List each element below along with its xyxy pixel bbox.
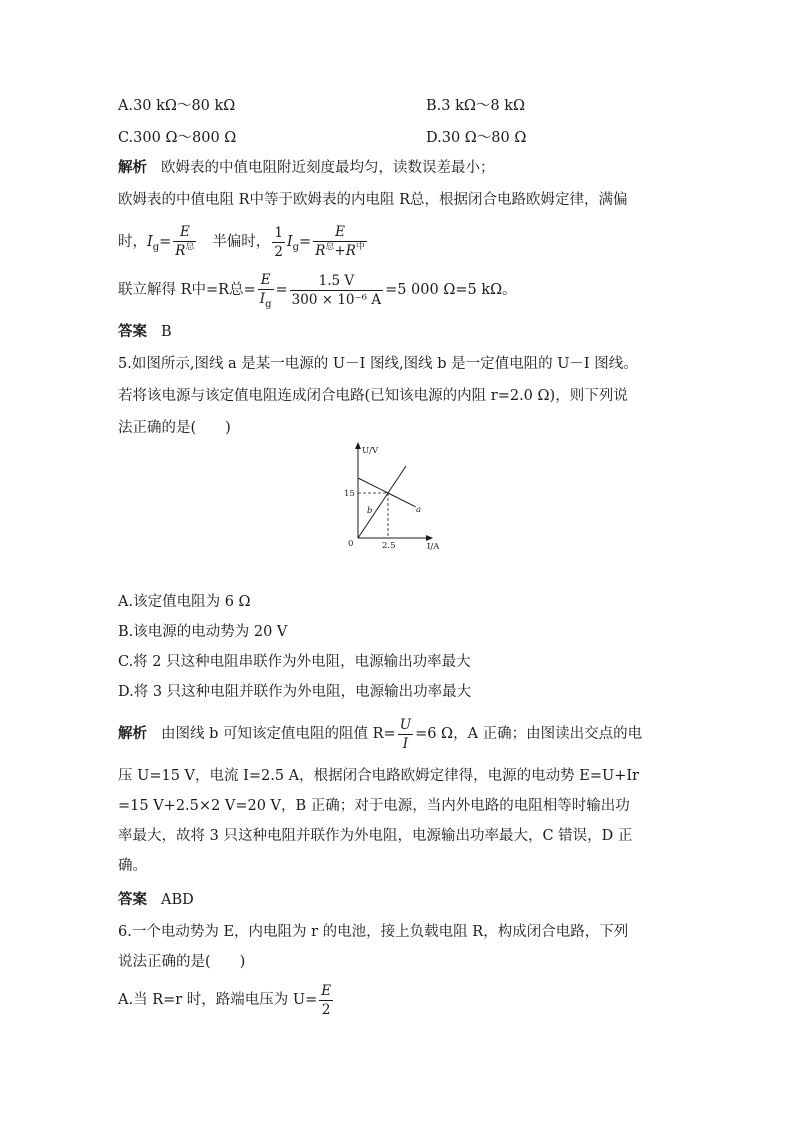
line-a-label: a [416, 505, 422, 515]
q5-answer: 答案 ABD [118, 892, 194, 908]
line-a [358, 478, 416, 507]
q4-analysis-line-2: 欧姆表的中值电阻 R中等于欧姆表的内电阻 R总，根据闭合电路欧姆定律，满偏 [118, 192, 628, 208]
fraction: $\frac{E}{I_g}$ [259, 271, 272, 310]
q4-analysis-line-4: 联立解得 R中=R总= $\frac{E}{I_g}$ = $\frac{1.5 V}{\text{300 × 10⁻⁶ A}}$ =5 000 Ω=5 kΩ。 [118, 271, 517, 310]
y-axis-label: U/V [362, 446, 379, 456]
analysis-label: 解析 [118, 160, 147, 176]
q5-option-b: B.该电源的电动势为 20 V [118, 624, 288, 640]
line-b-label: b [367, 506, 373, 516]
q5-analysis-line-1: 解析 由图线 b 可知该定值电阻的阻值 R= $\frac{U}{I}$ =6 Ω，A 正确；由图读出交点的电 [118, 716, 643, 752]
fraction: $\frac{E}{R^总+R^中}$ [315, 223, 365, 259]
q4-analysis-line-1: 解析 欧姆表的中值电阻附近刻度最均匀，读数误差最小； [118, 160, 495, 176]
q5-analysis-line-5: 确。 [118, 858, 147, 874]
q5-analysis-line-3: =15 V+2.5×2 V=20 V，B 正确；对于电源，当内外电路的电阻相等时输出功 [118, 798, 630, 814]
q6-option-a: A.当 R=r 时，路端电压为 U= $\frac{E}{2}$ [118, 982, 332, 1018]
answer-label: 答案 [118, 324, 147, 340]
q5-stem-line-1: 5.如图所示,图线 a 是某一电源的 U－I 图线,图线 b 是一定值电阻的 U－I 图线。 [118, 356, 638, 372]
fraction: $\frac{1}{2}$ [274, 224, 283, 260]
x-axis-arrow [426, 535, 433, 541]
line-b [358, 466, 406, 538]
q5-stem-line-3: 法正确的是( ) [118, 420, 231, 436]
ui-graph [334, 438, 454, 558]
fraction: $\frac{1.5 V}{\text{300 × 10⁻⁶ A}}$ [291, 272, 382, 308]
q4-option-b: B.3 kΩ～8 kΩ [426, 98, 526, 114]
q4-answer: 答案 B [118, 324, 172, 340]
q4-option-a: A.30 kΩ～80 kΩ [118, 98, 236, 114]
origin-label: 0 [348, 539, 354, 549]
q5-option-a: A.该定值电阻为 6 Ω [118, 594, 251, 610]
fraction: $\frac{E}{R^总}$ [175, 223, 195, 259]
q5-analysis-line-2: 压 U=15 V，电流 I=2.5 A，根据闭合电路欧姆定律得，电源的电动势 E=U+Ir [118, 768, 640, 784]
y-tick-15: 15 [344, 489, 355, 499]
q4-option-c: C.300 Ω～800 Ω [118, 130, 237, 146]
q5-option-c: C.将 2 只这种电阻串联作为外电阻，电源输出功率最大 [118, 654, 471, 670]
fraction: $\frac{U}{I}$ [399, 716, 412, 752]
x-tick-2.5: 2.5 [382, 541, 396, 551]
y-axis-arrow [355, 442, 361, 449]
q5-analysis-line-4: 率最大，故将 3 只这种电阻并联作为外电阻，电源输出功率最大，C 错误，D 正 [118, 828, 633, 844]
analysis-label: 解析 [118, 726, 147, 742]
fraction: $\frac{E}{2}$ [321, 982, 332, 1018]
q5-option-d: D.将 3 只这种电阻并联作为外电阻，电源输出功率最大 [118, 684, 472, 700]
q6-stem-line-1: 6.一个电动势为 E，内电阻为 r 的电池，接上负载电阻 R，构成闭合电路，下列 [118, 924, 629, 940]
q4-analysis-line-3: 时，$I_g=$ $\frac{E}{R^总}$ 半偏时， $\frac{1}{2}$ $I_g=$ $\frac{E}{R^总+R^中}$ [118, 223, 365, 260]
x-axis-label: I/A [427, 542, 440, 552]
answer-label: 答案 [118, 892, 147, 908]
q6-stem-line-2: 说法正确的是( ) [118, 954, 246, 970]
q5-stem-line-2: 若将该电源与该定值电阻连成闭合电路(已知该电源的内阻 r=2.0 Ω)，则下列说 [118, 388, 628, 404]
q4-option-d: D.30 Ω～80 Ω [426, 130, 527, 146]
